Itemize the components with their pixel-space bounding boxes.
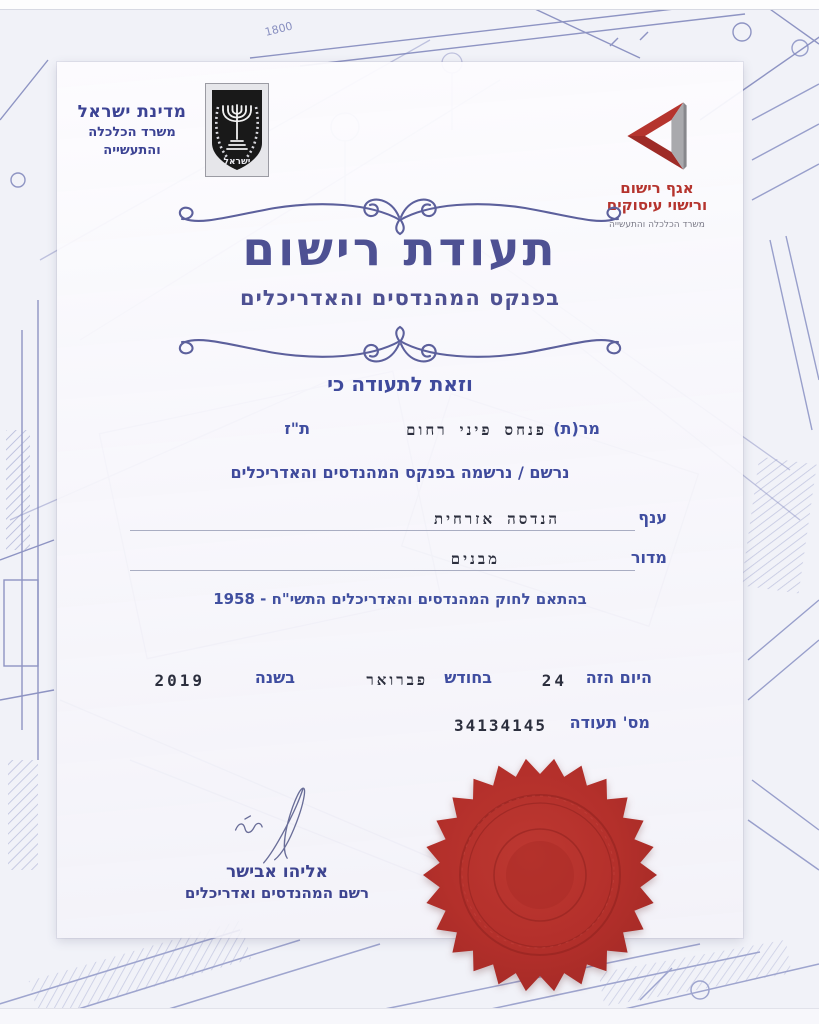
branch-label: ענף (638, 508, 667, 527)
year-value: 2019 (154, 671, 205, 690)
date-row (57, 668, 743, 694)
certify-heading: וזאת לתעודה כי (327, 372, 473, 396)
section-value: מבנים (450, 550, 500, 568)
ministry-name-line2: והתעשייה (103, 143, 161, 158)
registrant-name-value: פנחס פיני רחום (406, 421, 547, 439)
blueprint-dimension-label: 1800 (263, 19, 294, 39)
branch-value: הנדסה אזרחית (433, 510, 560, 528)
section-field-row (57, 548, 743, 574)
blueprint-left-margin (0, 60, 54, 870)
red-wax-seal (420, 757, 660, 997)
honorific-label: מר(ת) (553, 419, 600, 438)
signature-block (172, 780, 382, 902)
certificate-title: תעודת רישום (242, 222, 558, 277)
registered-statement: נרשם / נרשמה בפנקס המהנדסים והאדריכלים (230, 463, 570, 482)
flourish-ornament-bottom (170, 325, 630, 371)
emblem-country-label: ישראל (223, 157, 251, 167)
day-value: 24 (541, 671, 567, 690)
registrar-name: אליהו אבישר (226, 862, 328, 882)
division-subline: משרד הכלכלה והתעשייה (609, 219, 705, 230)
ministry-text-block (62, 102, 202, 158)
certificate-number-row (57, 713, 743, 739)
month-label: בחודש (444, 668, 492, 687)
certificate-paper (57, 62, 743, 938)
certificate-number-label: מס' תעודה (569, 713, 650, 732)
year-label: בשנה (254, 668, 295, 687)
branch-underline (130, 530, 635, 531)
id-number-label: ת"ז (284, 419, 310, 438)
scan-edge-top (0, 0, 819, 10)
section-label: מדור (630, 548, 667, 567)
ministry-name-line1: משרד הכלכלה (88, 125, 176, 140)
certificate-subtitle: בפנקס המהנדסים והאדריכלים (240, 286, 560, 310)
day-label: היום הזה (585, 668, 652, 687)
certificate-number-value: 34134145 (453, 716, 547, 735)
scan-edge-bottom (0, 1008, 819, 1024)
month-value: פברואר (366, 671, 428, 689)
law-reference-line: בהתאם לחוק המהנדסים והאדריכלים התשי"ח - 1958 (213, 590, 587, 608)
registrar-title: רשם המהנדסים ואדריכלים (184, 884, 370, 902)
israel-state-emblem (205, 83, 269, 181)
division-triangle-icon (612, 92, 702, 180)
blueprint-right-margin (741, 40, 819, 870)
handwritten-signature (202, 780, 352, 866)
section-underline (130, 570, 635, 571)
state-name: מדינת ישראל (77, 102, 187, 122)
division-name-line2: ורישוי עיסוקים (606, 196, 708, 215)
branch-field-row (57, 508, 743, 534)
israel-state-emblem-icon (205, 83, 269, 177)
registrant-row (57, 419, 743, 445)
division-name-line1: אגף רישום (620, 179, 694, 197)
